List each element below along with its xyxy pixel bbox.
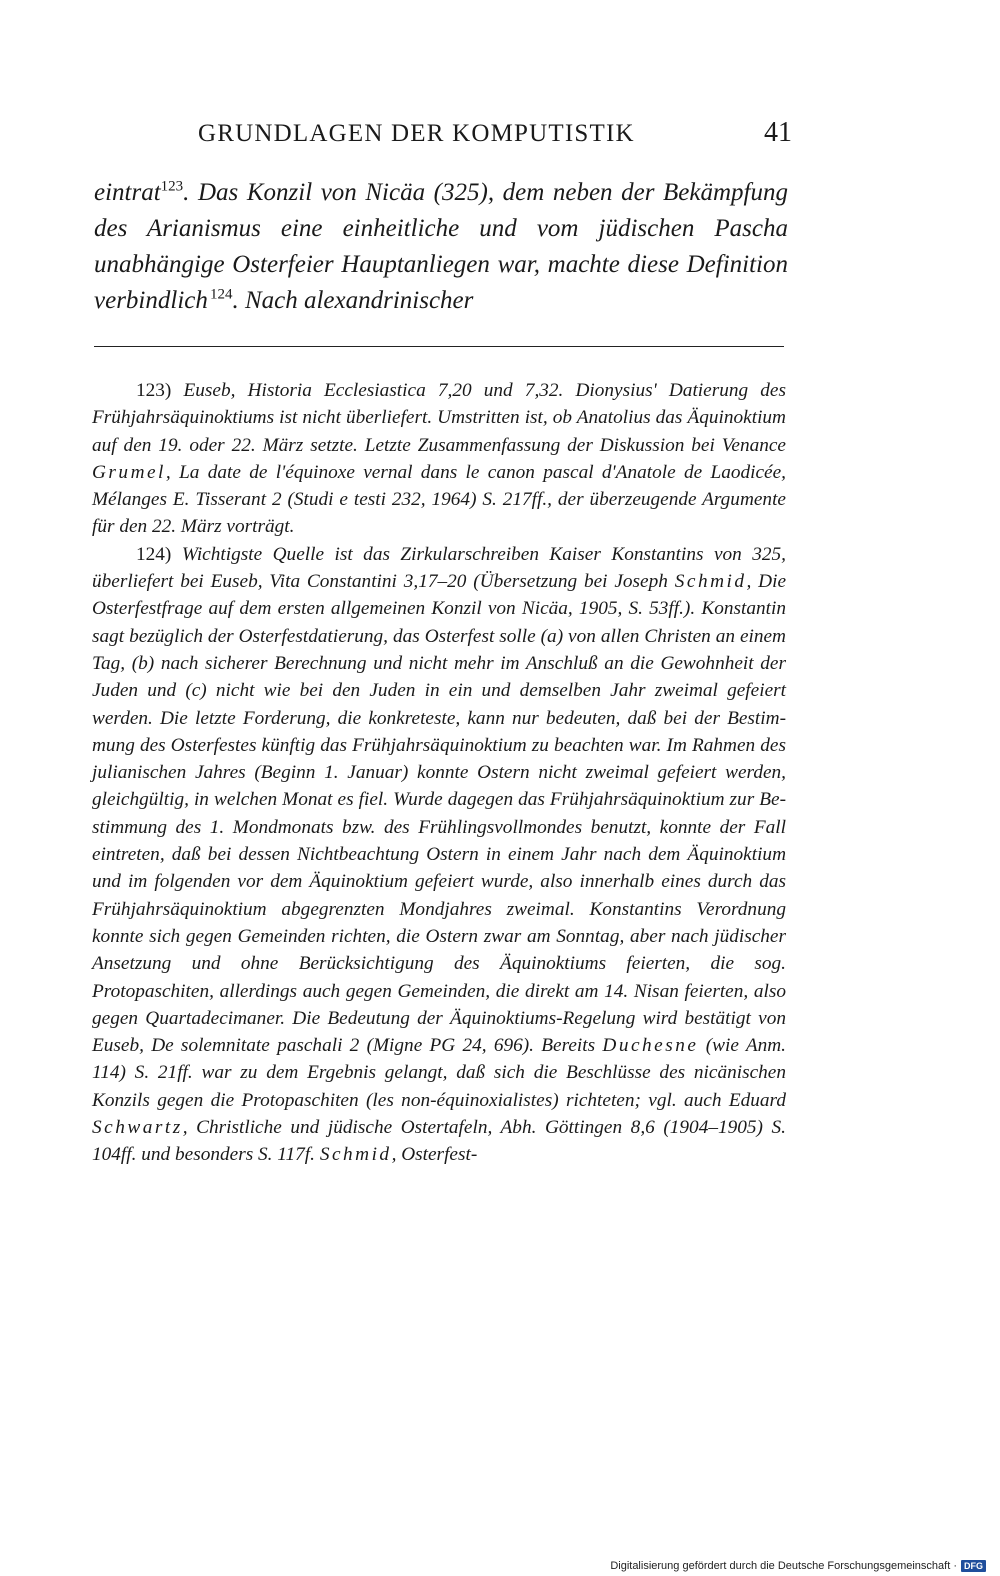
page-number: 41 <box>764 117 792 148</box>
footnote-text: , Die Osterfestfrage auf dem ersten allgemeinen Konzil von Nicäa, 1905, S. 53ff.). Konstantin sagt bezüglich der Osterfestdatierung, das Osterfest solle (a) von allen Christen an einem Tag, (b) nach sicherer Berechnung und nicht mehr im Anschluß an die Gewohnheit der Juden und (c) nicht wie bei den Juden in ein und demselben Jahr zweimal gefeiert werden. Die letzte Forderung, die konkreteste, kann nur bedeuten, daß bei der Bestimmung des Osterfestes künftig das Frühjahrsäquinoktium zu beachten war. Im Rahmen des julianischen Jahres (Beginn 1. Januar) konnte Ostern nicht zweimal gefeiert werden, gleichgültig, in welchen Monat es fiel. Wurde dagegen das Frühjahrsäquinoktium zur Bestimmung des 1. Mondmonats bzw. des Frühlingsvollmondes benutzt, konnte der Fall eintreten, daß bei dessen Nichtbeachtung Ostern in einem Jahr nach dem Äquinoktium und im folgenden vor dem Äquinoktium gefeiert wurde, also innerhalb eines durch das Frühjahrsäquinoktium abgegrenzten Mondjahres zweimal. Konstantins Verordnung konnte sich gegen Gemeinden richten, die Ostern zwar am Sonntag, aber nach jüdischer Ansetzung und ohne Berücksichtigung des Äquinoktiums feierten, die sog. Protopaschiten, allerdings auch gegen Gemeinden, die direkt am 14. Nisan feierten, also gegen Quartadecimaner. Die Bedeutung der Äquinoktiums-Regelung wird bestätigt von Euseb, De solemnitate paschali 2 (Migne PG 24, 696). Bereits <box>92 571 787 1057</box>
footnote-123 <box>92 377 786 541</box>
running-head <box>198 117 792 153</box>
footnote-text: , Christliche und jüdische Ostertafeln, Abh. Göttingen 8,6 (1904–1905) S. 104ff. und besonders S. 117f. <box>92 1117 786 1166</box>
footnote-text: (wie Anm. 114) S. 21ff. war zu dem Ergebnis gelangt, daß sich die Beschlüsse des nicänischen Konzils gegen die Protopaschiten (les non-équinoxialistes) richteten; vgl. auch Eduard <box>92 1035 786 1111</box>
footnote-number: 124) <box>136 543 172 565</box>
author-name: Schwartz <box>92 1117 183 1139</box>
footnote-text: Wichtigste Quelle ist das Zirkularschreiben Kaiser Konstantins von 325, überliefert bei Euseb, Vita Constantini 3,17–20 (Übersetzung bei Joseph <box>92 543 786 593</box>
footnotes <box>92 377 786 1169</box>
author-name: Duchesne <box>602 1035 699 1057</box>
author-name: Grumel <box>92 461 166 483</box>
footnote-text: Euseb, Historia Ecclesiastica 7,20 und 7,32. Dionysius' Datierung des Frühjahrsäquinoktiums ist nicht überliefert. Umstritten ist, ob Anatolius das Äquinoktium auf den 19. oder 22. März setzte. Letzte Zusammenfassung der Diskussion bei Venance <box>92 380 786 456</box>
body-text-segment: eintrat <box>94 179 161 206</box>
footnote-number: 123) <box>136 380 172 401</box>
body-text-segment: . Das Konzil von Nicäa (325), dem neben der Bekämpfung des Arianismus eine einheitliche und vom jüdischen Pascha unabhängige Osterfeier Hauptanliegen war, machte diese Definition verbindlich <box>94 179 788 314</box>
dfg-logo-icon: DFG <box>961 1560 986 1572</box>
footnote-separator-rule <box>94 346 784 347</box>
footnote-text: , La date de l'équinoxe vernal dans le canon pascal d'Anatole de Laodicée, Mélanges E. Tisserant 2 (Studi e testi 232, 1964) S. 217ff., der überzeugende Argumente für den 22. März vorträgt. <box>92 461 786 538</box>
author-name: Schmid <box>674 571 747 593</box>
footnote-ref-123: 123 <box>160 178 184 195</box>
footnote-text: , Osterfest- <box>391 1144 478 1166</box>
footnote-124 <box>92 541 786 1169</box>
body-paragraph <box>94 175 788 319</box>
digitization-credit <box>610 1560 986 1572</box>
footnote-ref-124: 124 <box>209 286 233 303</box>
running-title: GRUNDLAGEN DER KOMPUTISTIK <box>198 120 635 147</box>
author-name: Schmid <box>319 1144 392 1166</box>
body-text-segment: . Nach alexandrinischer <box>232 287 474 314</box>
credit-text: Digitalisierung gefördert durch die Deutsche Forschungsgemeinschaft · <box>610 1560 957 1572</box>
